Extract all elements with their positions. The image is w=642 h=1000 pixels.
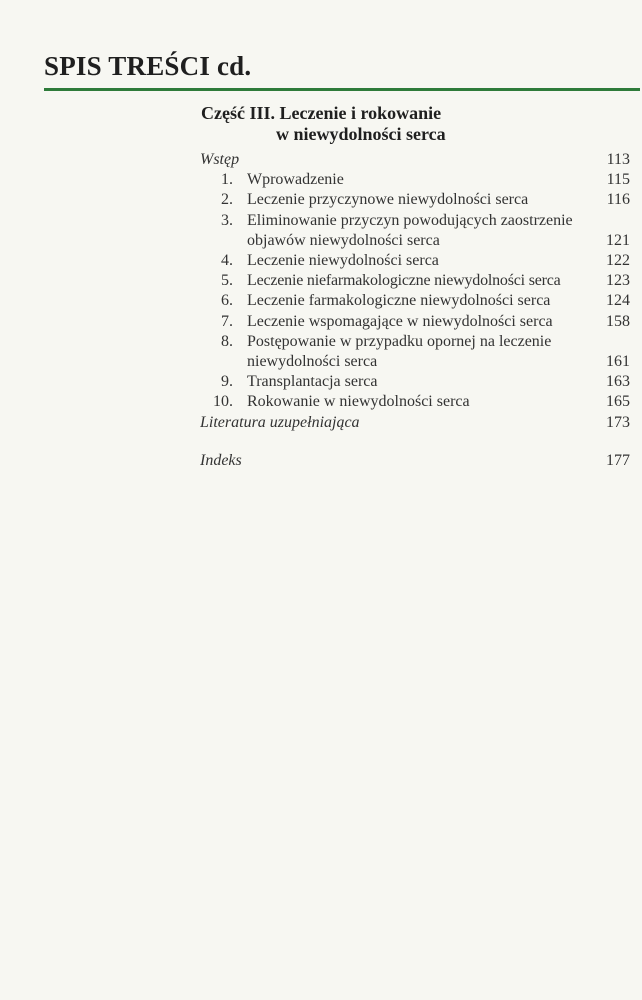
toc-chapter-number: 8. <box>221 332 233 350</box>
toc-chapter-title-continued: objawów niewydolności serca <box>247 231 440 249</box>
toc-chapter-number: 10. <box>213 393 233 411</box>
toc-chapter-number: 2. <box>221 191 233 209</box>
toc-chapter-title: Leczenie przyczynowe niewydolności serca <box>247 191 529 209</box>
toc-chapter-title: Leczenie niewydolności serca <box>247 252 439 270</box>
toc-entry-intro[interactable] <box>200 150 630 170</box>
toc-entry-chapter-1[interactable] <box>200 170 630 190</box>
toc-page-number: 161 <box>606 353 630 371</box>
toc-page-number: 177 <box>606 451 630 469</box>
part-heading-line-1: Część III. Leczenie i rokowanie <box>201 103 442 123</box>
toc-entry-chapter-8[interactable] <box>200 332 630 352</box>
toc-page-number: 115 <box>606 171 630 189</box>
toc-page-number: 116 <box>606 191 630 209</box>
toc-chapter-number: 6. <box>221 292 233 310</box>
toc-entry-chapter-3-continuation[interactable] <box>200 231 630 251</box>
toc-chapter-number: 3. <box>221 211 233 229</box>
toc-chapter-title: Leczenie wspomagające w niewydolności serca <box>247 312 553 330</box>
toc-chapter-number: 7. <box>221 312 233 330</box>
toc-entry-label: Indeks <box>200 451 242 469</box>
toc-entry-index[interactable] <box>200 451 630 471</box>
table-of-contents <box>200 150 630 471</box>
toc-entry-chapter-10[interactable] <box>200 392 630 412</box>
toc-chapter-title: Postępowanie w przypadku opornej na leczenie <box>247 332 552 350</box>
part-heading <box>201 103 501 145</box>
toc-page-number: 163 <box>606 373 630 391</box>
toc-page-number: 165 <box>606 393 630 411</box>
toc-entry-chapter-5[interactable] <box>200 271 630 291</box>
toc-chapter-number: 5. <box>221 272 233 290</box>
toc-page-number: 124 <box>606 292 630 310</box>
toc-entry-chapter-3[interactable] <box>200 211 630 231</box>
toc-entry-chapter-7[interactable] <box>200 312 630 332</box>
page-title: SPIS TREŚCI cd. <box>44 51 252 81</box>
toc-entry-label: Wstęp <box>200 151 240 168</box>
toc-page-number: 123 <box>606 272 630 290</box>
toc-page-number: 113 <box>606 151 630 168</box>
toc-chapter-title: Transplantacja serca <box>247 373 378 391</box>
toc-chapter-number: 1. <box>221 171 233 189</box>
toc-chapter-title: Leczenie farmakologiczne niewydolności serca <box>247 292 551 310</box>
toc-chapter-title: Wprowadzenie <box>247 171 344 189</box>
toc-entry-literature[interactable] <box>200 413 630 433</box>
part-heading-line-2: w niewydolności serca <box>276 124 446 144</box>
toc-page-number: 121 <box>606 231 630 249</box>
toc-entry-chapter-4[interactable] <box>200 251 630 271</box>
toc-chapter-number: 4. <box>221 252 233 270</box>
toc-chapter-title-continued: niewydolności serca <box>247 353 378 371</box>
toc-entry-chapter-9[interactable] <box>200 372 630 392</box>
header-divider <box>44 88 640 91</box>
toc-chapter-number: 9. <box>221 373 233 391</box>
toc-chapter-title: Eliminowanie przyczyn powodujących zaostrzenie <box>247 211 573 229</box>
toc-page-number: 173 <box>606 413 630 431</box>
toc-entry-label: Literatura uzupełniająca <box>200 413 360 431</box>
toc-chapter-title: Leczenie niefarmakologiczne niewydolności serca <box>247 272 561 290</box>
toc-entry-chapter-2[interactable] <box>200 190 630 210</box>
toc-page-number: 158 <box>606 312 630 330</box>
toc-entry-chapter-8-continuation[interactable] <box>200 352 630 372</box>
toc-page-number: 122 <box>606 252 630 270</box>
toc-entry-chapter-6[interactable] <box>200 291 630 311</box>
toc-chapter-title: Rokowanie w niewydolności serca <box>247 393 470 411</box>
